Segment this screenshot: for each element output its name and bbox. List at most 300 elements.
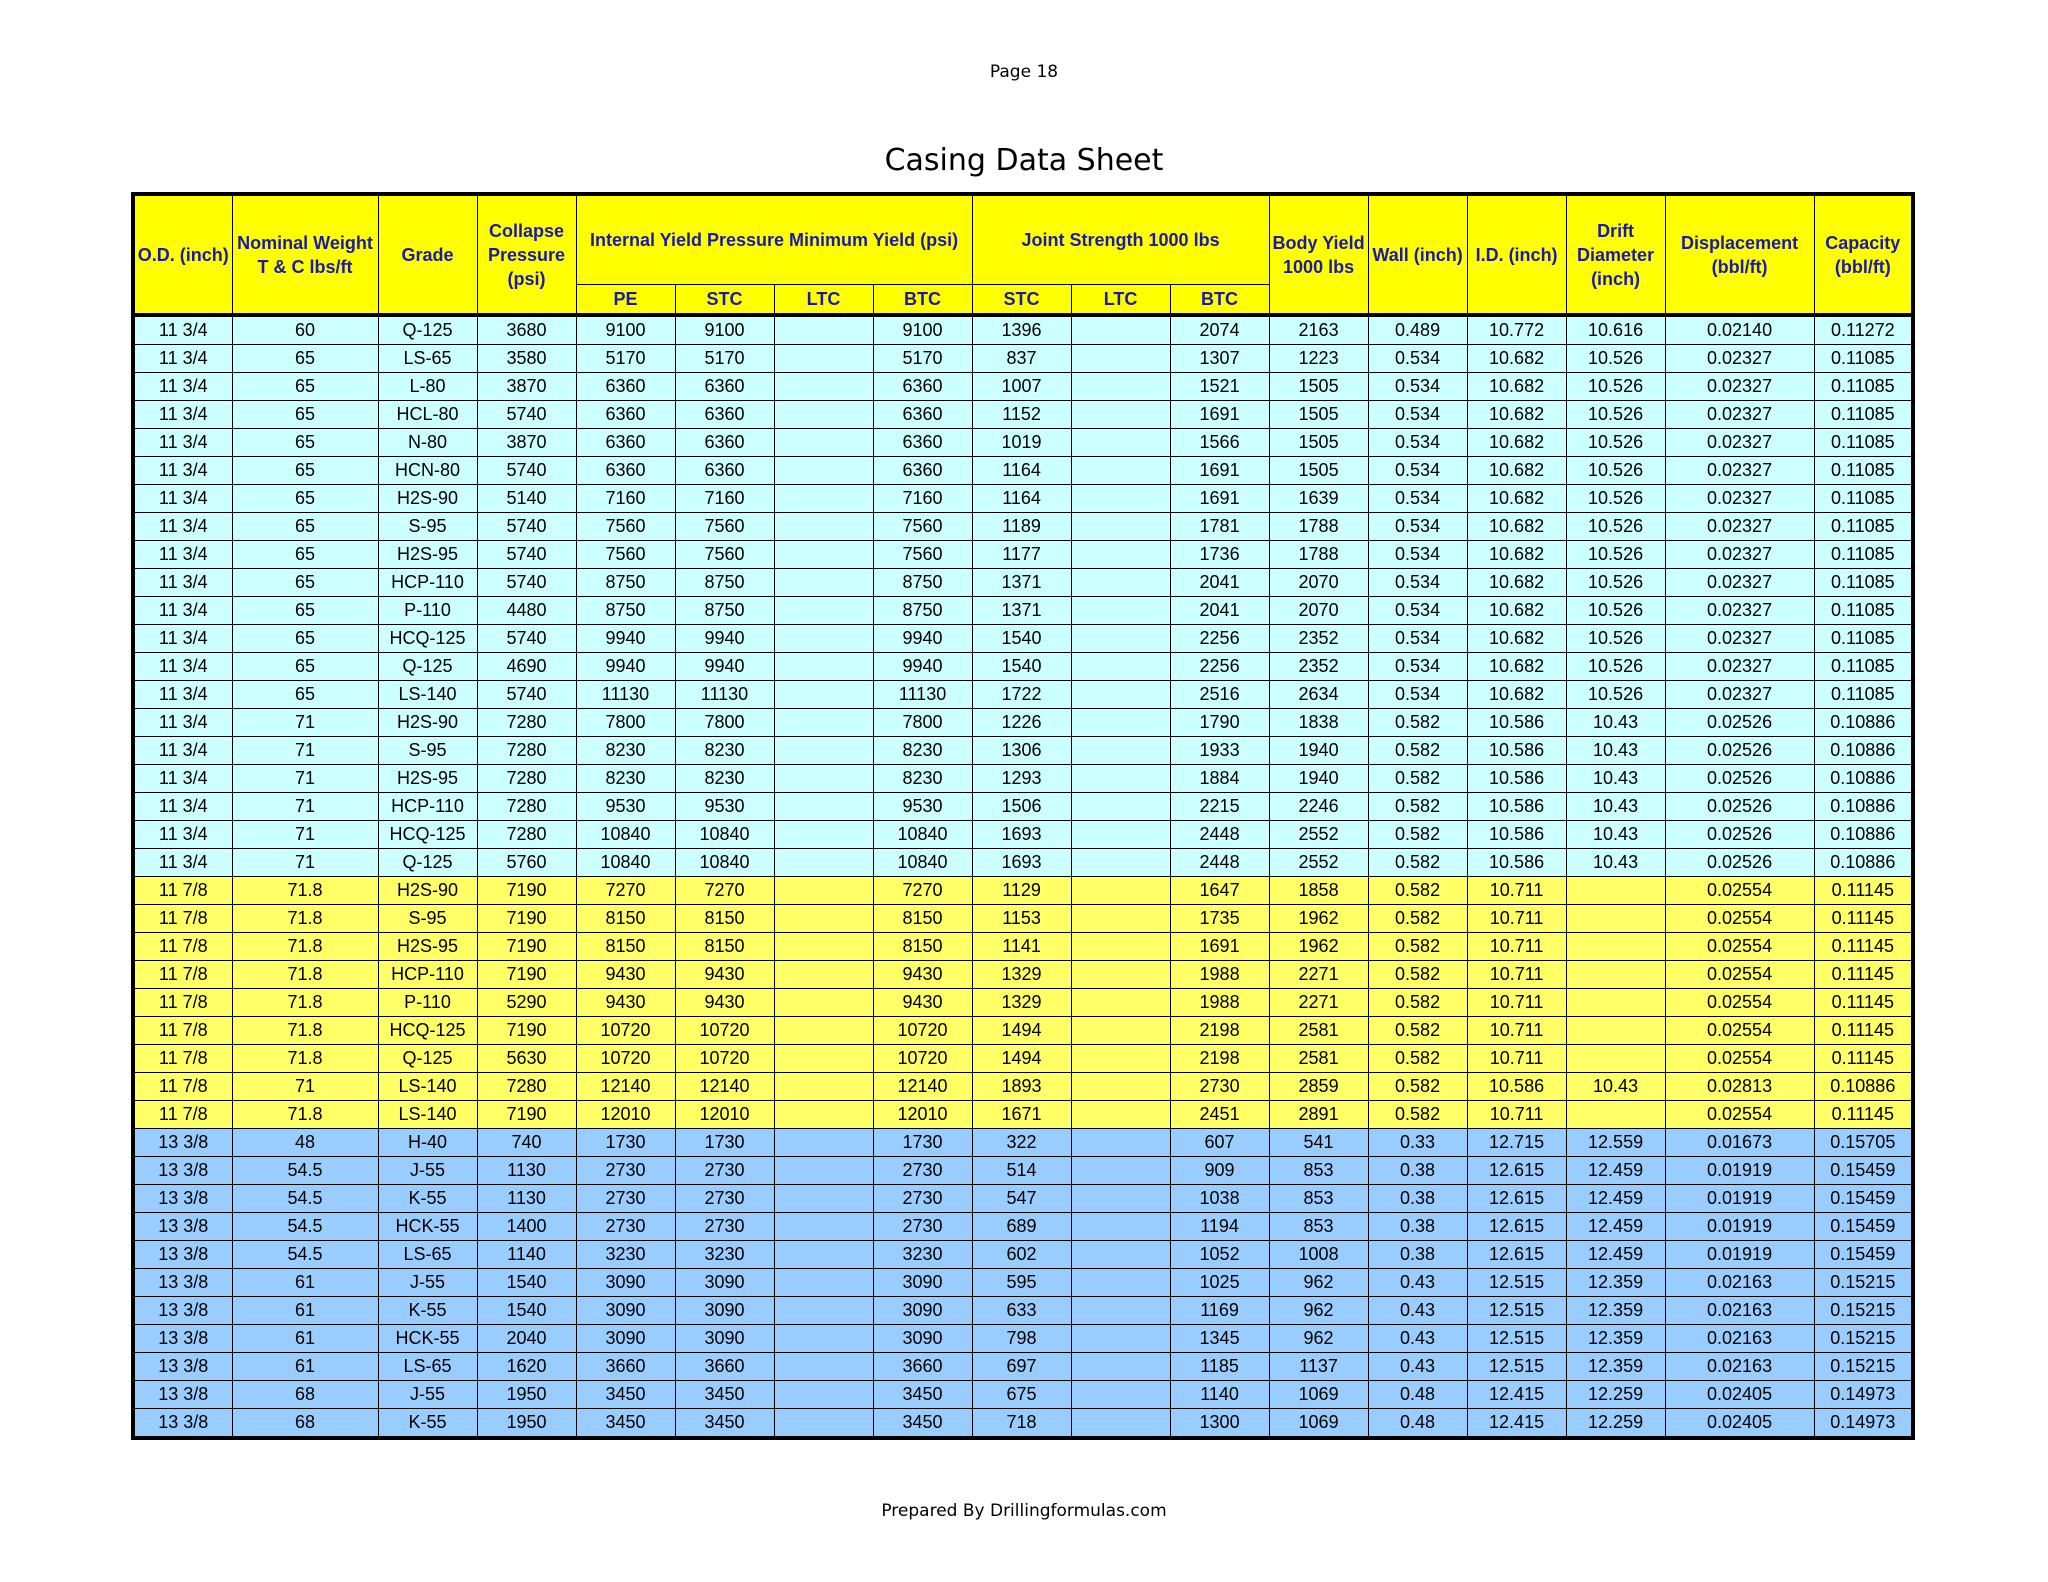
cell-drift: 10.43 xyxy=(1566,1073,1665,1101)
cell-od: 11 3/4 xyxy=(133,429,232,457)
cell-iy-stc: 3450 xyxy=(675,1409,774,1439)
cell-body-yield: 1069 xyxy=(1269,1381,1368,1409)
cell-drift: 10.526 xyxy=(1566,485,1665,513)
cell-iy-stc: 3660 xyxy=(675,1353,774,1381)
table-row xyxy=(133,709,1913,737)
cell-js-btc: 1307 xyxy=(1170,345,1269,373)
cell-drift xyxy=(1566,905,1665,933)
cell-js-ltc xyxy=(1071,1017,1170,1045)
cell-iy-pe: 6360 xyxy=(576,457,675,485)
cell-collapse: 3680 xyxy=(477,315,576,345)
cell-grade: P-110 xyxy=(378,597,477,625)
cell-iy-pe: 8750 xyxy=(576,569,675,597)
table-row xyxy=(133,681,1913,709)
cell-iy-ltc xyxy=(774,765,873,793)
cell-collapse: 5760 xyxy=(477,849,576,877)
cell-displacement: 0.02327 xyxy=(1665,681,1814,709)
cell-nominal-weight: 60 xyxy=(232,315,378,345)
cell-js-stc: 1396 xyxy=(972,315,1071,345)
cell-iy-stc: 9430 xyxy=(675,989,774,1017)
cell-capacity: 0.15705 xyxy=(1814,1129,1913,1157)
cell-od: 11 7/8 xyxy=(133,1101,232,1129)
cell-collapse: 1130 xyxy=(477,1157,576,1185)
cell-iy-btc: 9430 xyxy=(873,961,972,989)
cell-id: 10.772 xyxy=(1467,315,1566,345)
cell-grade: H-40 xyxy=(378,1129,477,1157)
header-body-yield: Body Yield 1000 lbs xyxy=(1269,194,1368,315)
table-row xyxy=(133,653,1913,681)
cell-displacement: 0.02327 xyxy=(1665,401,1814,429)
cell-od: 11 3/4 xyxy=(133,821,232,849)
cell-js-btc: 1194 xyxy=(1170,1213,1269,1241)
cell-iy-pe: 2730 xyxy=(576,1157,675,1185)
cell-wall: 0.534 xyxy=(1368,457,1467,485)
cell-iy-stc: 7270 xyxy=(675,877,774,905)
cell-drift: 10.526 xyxy=(1566,597,1665,625)
cell-js-ltc xyxy=(1071,681,1170,709)
cell-iy-ltc xyxy=(774,513,873,541)
cell-js-ltc xyxy=(1071,485,1170,513)
cell-js-ltc xyxy=(1071,653,1170,681)
cell-nominal-weight: 54.5 xyxy=(232,1241,378,1269)
cell-js-ltc xyxy=(1071,1045,1170,1073)
cell-body-yield: 1137 xyxy=(1269,1353,1368,1381)
header-joint-strength: Joint Strength 1000 lbs xyxy=(972,194,1269,285)
cell-js-ltc xyxy=(1071,513,1170,541)
cell-displacement: 0.02140 xyxy=(1665,315,1814,345)
cell-body-yield: 1962 xyxy=(1269,905,1368,933)
cell-iy-stc: 3090 xyxy=(675,1325,774,1353)
cell-collapse: 3870 xyxy=(477,429,576,457)
cell-wall: 0.582 xyxy=(1368,1045,1467,1073)
cell-nominal-weight: 65 xyxy=(232,569,378,597)
cell-capacity: 0.10886 xyxy=(1814,765,1913,793)
cell-iy-btc: 6360 xyxy=(873,401,972,429)
cell-drift: 10.43 xyxy=(1566,849,1665,877)
cell-iy-stc: 8750 xyxy=(675,569,774,597)
cell-nominal-weight: 65 xyxy=(232,681,378,709)
cell-js-ltc xyxy=(1071,345,1170,373)
cell-od: 11 3/4 xyxy=(133,849,232,877)
cell-iy-btc: 9940 xyxy=(873,625,972,653)
cell-iy-pe: 3090 xyxy=(576,1325,675,1353)
cell-wall: 0.534 xyxy=(1368,597,1467,625)
cell-drift: 10.526 xyxy=(1566,457,1665,485)
cell-capacity: 0.11085 xyxy=(1814,625,1913,653)
cell-iy-btc: 7560 xyxy=(873,513,972,541)
cell-js-ltc xyxy=(1071,849,1170,877)
cell-capacity: 0.15459 xyxy=(1814,1185,1913,1213)
cell-js-btc: 1140 xyxy=(1170,1381,1269,1409)
cell-nominal-weight: 65 xyxy=(232,625,378,653)
cell-id: 10.682 xyxy=(1467,681,1566,709)
cell-id: 10.586 xyxy=(1467,765,1566,793)
cell-drift: 10.43 xyxy=(1566,709,1665,737)
cell-collapse: 5740 xyxy=(477,681,576,709)
cell-grade: HCQ-125 xyxy=(378,1017,477,1045)
cell-iy-btc: 2730 xyxy=(873,1213,972,1241)
cell-js-btc: 1169 xyxy=(1170,1297,1269,1325)
table-row xyxy=(133,1381,1913,1409)
cell-wall: 0.582 xyxy=(1368,1073,1467,1101)
cell-body-yield: 962 xyxy=(1269,1297,1368,1325)
cell-wall: 0.534 xyxy=(1368,541,1467,569)
cell-body-yield: 1788 xyxy=(1269,513,1368,541)
cell-iy-pe: 9530 xyxy=(576,793,675,821)
cell-nominal-weight: 71.8 xyxy=(232,961,378,989)
cell-id: 12.615 xyxy=(1467,1213,1566,1241)
table-row xyxy=(133,485,1913,513)
cell-id: 10.586 xyxy=(1467,821,1566,849)
cell-capacity: 0.11145 xyxy=(1814,905,1913,933)
cell-iy-ltc xyxy=(774,569,873,597)
cell-wall: 0.48 xyxy=(1368,1381,1467,1409)
cell-id: 12.515 xyxy=(1467,1269,1566,1297)
cell-iy-btc: 3450 xyxy=(873,1381,972,1409)
cell-grade: LS-140 xyxy=(378,1101,477,1129)
cell-nominal-weight: 65 xyxy=(232,457,378,485)
cell-js-ltc xyxy=(1071,401,1170,429)
cell-capacity: 0.11085 xyxy=(1814,373,1913,401)
cell-wall: 0.582 xyxy=(1368,989,1467,1017)
cell-iy-stc: 10840 xyxy=(675,821,774,849)
cell-displacement: 0.01919 xyxy=(1665,1157,1814,1185)
cell-displacement: 0.02327 xyxy=(1665,653,1814,681)
cell-id: 10.586 xyxy=(1467,709,1566,737)
subheader-iy-ltc: LTC xyxy=(774,285,873,316)
cell-iy-pe: 6360 xyxy=(576,401,675,429)
cell-nominal-weight: 61 xyxy=(232,1297,378,1325)
header-displacement: Displacement (bbl/ft) xyxy=(1665,194,1814,315)
cell-js-stc: 514 xyxy=(972,1157,1071,1185)
cell-iy-ltc xyxy=(774,1325,873,1353)
cell-displacement: 0.02327 xyxy=(1665,429,1814,457)
cell-displacement: 0.01919 xyxy=(1665,1213,1814,1241)
cell-iy-pe: 10840 xyxy=(576,821,675,849)
cell-id: 10.711 xyxy=(1467,1101,1566,1129)
cell-iy-pe: 9430 xyxy=(576,961,675,989)
cell-od: 11 3/4 xyxy=(133,653,232,681)
cell-js-btc: 2451 xyxy=(1170,1101,1269,1129)
cell-js-ltc xyxy=(1071,1213,1170,1241)
cell-capacity: 0.11272 xyxy=(1814,315,1913,345)
cell-wall: 0.534 xyxy=(1368,401,1467,429)
cell-drift: 10.526 xyxy=(1566,541,1665,569)
cell-iy-stc: 8750 xyxy=(675,597,774,625)
cell-od: 11 7/8 xyxy=(133,989,232,1017)
cell-capacity: 0.11145 xyxy=(1814,1045,1913,1073)
cell-grade: J-55 xyxy=(378,1381,477,1409)
cell-wall: 0.38 xyxy=(1368,1157,1467,1185)
cell-iy-pe: 3450 xyxy=(576,1409,675,1439)
cell-iy-btc: 6360 xyxy=(873,457,972,485)
table-row xyxy=(133,821,1913,849)
cell-js-ltc xyxy=(1071,541,1170,569)
cell-capacity: 0.15459 xyxy=(1814,1157,1913,1185)
cell-body-yield: 2271 xyxy=(1269,989,1368,1017)
cell-body-yield: 2070 xyxy=(1269,597,1368,625)
cell-iy-stc: 3090 xyxy=(675,1269,774,1297)
cell-iy-pe: 8750 xyxy=(576,597,675,625)
cell-js-ltc xyxy=(1071,905,1170,933)
header-collapse-pressure: Collapse Pressure (psi) xyxy=(477,194,576,315)
cell-grade: K-55 xyxy=(378,1297,477,1325)
cell-js-btc: 2256 xyxy=(1170,653,1269,681)
cell-iy-btc: 12010 xyxy=(873,1101,972,1129)
cell-iy-pe: 3230 xyxy=(576,1241,675,1269)
cell-grade: H2S-95 xyxy=(378,933,477,961)
cell-iy-pe: 9940 xyxy=(576,625,675,653)
cell-iy-pe: 9430 xyxy=(576,989,675,1017)
cell-js-btc: 2041 xyxy=(1170,597,1269,625)
cell-js-ltc xyxy=(1071,793,1170,821)
cell-iy-btc: 6360 xyxy=(873,429,972,457)
cell-js-btc: 1025 xyxy=(1170,1269,1269,1297)
cell-drift: 10.526 xyxy=(1566,513,1665,541)
cell-id: 12.515 xyxy=(1467,1325,1566,1353)
cell-displacement: 0.02554 xyxy=(1665,933,1814,961)
cell-iy-pe: 9100 xyxy=(576,315,675,345)
table-row xyxy=(133,961,1913,989)
cell-grade: LS-65 xyxy=(378,1241,477,1269)
cell-js-btc: 1691 xyxy=(1170,933,1269,961)
cell-id: 12.615 xyxy=(1467,1241,1566,1269)
table-row xyxy=(133,989,1913,1017)
cell-iy-stc: 9430 xyxy=(675,961,774,989)
cell-body-yield: 1505 xyxy=(1269,457,1368,485)
cell-body-yield: 1788 xyxy=(1269,541,1368,569)
cell-iy-pe: 7560 xyxy=(576,541,675,569)
cell-wall: 0.582 xyxy=(1368,961,1467,989)
table-body xyxy=(133,315,1913,1438)
table-row xyxy=(133,1185,1913,1213)
cell-displacement: 0.02327 xyxy=(1665,513,1814,541)
cell-iy-ltc xyxy=(774,1073,873,1101)
cell-grade: J-55 xyxy=(378,1269,477,1297)
cell-iy-pe: 2730 xyxy=(576,1213,675,1241)
cell-iy-btc: 8230 xyxy=(873,737,972,765)
cell-js-stc: 718 xyxy=(972,1409,1071,1439)
cell-grade: Q-125 xyxy=(378,315,477,345)
cell-iy-pe: 3090 xyxy=(576,1297,675,1325)
cell-collapse: 1540 xyxy=(477,1269,576,1297)
cell-iy-ltc xyxy=(774,849,873,877)
cell-id: 10.711 xyxy=(1467,877,1566,905)
cell-iy-btc: 9100 xyxy=(873,315,972,345)
cell-capacity: 0.11085 xyxy=(1814,513,1913,541)
cell-iy-stc: 11130 xyxy=(675,681,774,709)
cell-js-ltc xyxy=(1071,1269,1170,1297)
cell-nominal-weight: 71 xyxy=(232,849,378,877)
cell-grade: P-110 xyxy=(378,989,477,1017)
cell-collapse: 7190 xyxy=(477,961,576,989)
cell-displacement: 0.02327 xyxy=(1665,569,1814,597)
cell-capacity: 0.11085 xyxy=(1814,681,1913,709)
cell-iy-ltc xyxy=(774,1409,873,1439)
cell-collapse: 1400 xyxy=(477,1213,576,1241)
cell-nominal-weight: 65 xyxy=(232,513,378,541)
cell-drift: 12.359 xyxy=(1566,1325,1665,1353)
cell-grade: HCP-110 xyxy=(378,793,477,821)
cell-body-yield: 1838 xyxy=(1269,709,1368,737)
cell-js-btc: 1038 xyxy=(1170,1185,1269,1213)
cell-body-yield: 2859 xyxy=(1269,1073,1368,1101)
cell-collapse: 7280 xyxy=(477,821,576,849)
cell-nominal-weight: 54.5 xyxy=(232,1157,378,1185)
cell-capacity: 0.15459 xyxy=(1814,1213,1913,1241)
cell-iy-ltc xyxy=(774,1297,873,1325)
cell-iy-btc: 3090 xyxy=(873,1325,972,1353)
cell-displacement: 0.01919 xyxy=(1665,1185,1814,1213)
cell-iy-ltc xyxy=(774,1213,873,1241)
cell-iy-stc: 6360 xyxy=(675,429,774,457)
cell-grade: S-95 xyxy=(378,737,477,765)
cell-iy-btc: 12140 xyxy=(873,1073,972,1101)
cell-capacity: 0.11085 xyxy=(1814,401,1913,429)
cell-capacity: 0.14973 xyxy=(1814,1381,1913,1409)
cell-od: 11 3/4 xyxy=(133,541,232,569)
cell-grade: Q-125 xyxy=(378,653,477,681)
cell-drift: 12.459 xyxy=(1566,1157,1665,1185)
cell-od: 11 3/4 xyxy=(133,709,232,737)
cell-body-yield: 1940 xyxy=(1269,765,1368,793)
cell-iy-btc: 5170 xyxy=(873,345,972,373)
cell-grade: H2S-90 xyxy=(378,709,477,737)
cell-id: 12.615 xyxy=(1467,1157,1566,1185)
cell-iy-stc: 5170 xyxy=(675,345,774,373)
cell-js-ltc xyxy=(1071,1185,1170,1213)
cell-displacement: 0.02554 xyxy=(1665,989,1814,1017)
cell-od: 11 7/8 xyxy=(133,1017,232,1045)
cell-wall: 0.582 xyxy=(1368,709,1467,737)
cell-od: 11 3/4 xyxy=(133,793,232,821)
cell-grade: J-55 xyxy=(378,1157,477,1185)
cell-iy-ltc xyxy=(774,989,873,1017)
table-row xyxy=(133,737,1913,765)
cell-js-stc: 1722 xyxy=(972,681,1071,709)
cell-od: 11 3/4 xyxy=(133,737,232,765)
cell-iy-ltc xyxy=(774,541,873,569)
cell-iy-ltc xyxy=(774,1353,873,1381)
cell-js-stc: 689 xyxy=(972,1213,1071,1241)
cell-drift: 10.526 xyxy=(1566,681,1665,709)
cell-nominal-weight: 65 xyxy=(232,653,378,681)
cell-grade: Q-125 xyxy=(378,849,477,877)
cell-capacity: 0.11085 xyxy=(1814,485,1913,513)
cell-grade: HCK-55 xyxy=(378,1325,477,1353)
cell-iy-stc: 12010 xyxy=(675,1101,774,1129)
cell-iy-ltc xyxy=(774,1157,873,1185)
cell-od: 11 3/4 xyxy=(133,401,232,429)
cell-collapse: 5740 xyxy=(477,401,576,429)
cell-nominal-weight: 54.5 xyxy=(232,1185,378,1213)
cell-iy-stc: 8150 xyxy=(675,905,774,933)
table-row xyxy=(133,597,1913,625)
cell-js-btc: 1691 xyxy=(1170,401,1269,429)
cell-grade: N-80 xyxy=(378,429,477,457)
cell-displacement: 0.02405 xyxy=(1665,1409,1814,1439)
cell-body-yield: 2581 xyxy=(1269,1017,1368,1045)
cell-wall: 0.582 xyxy=(1368,877,1467,905)
cell-js-stc: 1019 xyxy=(972,429,1071,457)
cell-displacement: 0.02327 xyxy=(1665,625,1814,653)
cell-js-btc: 1933 xyxy=(1170,737,1269,765)
cell-iy-ltc xyxy=(774,653,873,681)
cell-collapse: 5630 xyxy=(477,1045,576,1073)
cell-capacity: 0.10886 xyxy=(1814,849,1913,877)
cell-drift: 10.526 xyxy=(1566,625,1665,653)
cell-iy-ltc xyxy=(774,877,873,905)
table-row xyxy=(133,905,1913,933)
cell-capacity: 0.15215 xyxy=(1814,1269,1913,1297)
cell-collapse: 4480 xyxy=(477,597,576,625)
cell-grade: HCQ-125 xyxy=(378,625,477,653)
cell-js-btc: 1790 xyxy=(1170,709,1269,737)
cell-drift: 10.526 xyxy=(1566,569,1665,597)
table-row xyxy=(133,541,1913,569)
cell-od: 13 3/8 xyxy=(133,1381,232,1409)
cell-grade: LS-140 xyxy=(378,1073,477,1101)
subheader-js-btc: BTC xyxy=(1170,285,1269,316)
subheader-iy-btc: BTC xyxy=(873,285,972,316)
cell-js-stc: 1329 xyxy=(972,961,1071,989)
cell-nominal-weight: 61 xyxy=(232,1269,378,1297)
cell-drift: 10.616 xyxy=(1566,315,1665,345)
cell-js-stc: 322 xyxy=(972,1129,1071,1157)
cell-wall: 0.534 xyxy=(1368,513,1467,541)
cell-displacement: 0.02554 xyxy=(1665,1045,1814,1073)
table-row xyxy=(133,877,1913,905)
cell-nominal-weight: 65 xyxy=(232,401,378,429)
cell-drift: 12.259 xyxy=(1566,1381,1665,1409)
cell-displacement: 0.02526 xyxy=(1665,709,1814,737)
cell-id: 10.682 xyxy=(1467,345,1566,373)
cell-iy-stc: 8230 xyxy=(675,737,774,765)
cell-wall: 0.582 xyxy=(1368,1101,1467,1129)
cell-body-yield: 1505 xyxy=(1269,401,1368,429)
cell-js-btc: 2448 xyxy=(1170,821,1269,849)
cell-collapse: 1950 xyxy=(477,1381,576,1409)
cell-od: 13 3/8 xyxy=(133,1213,232,1241)
cell-nominal-weight: 71 xyxy=(232,765,378,793)
cell-id: 10.682 xyxy=(1467,625,1566,653)
cell-id: 10.586 xyxy=(1467,849,1566,877)
cell-od: 13 3/8 xyxy=(133,1185,232,1213)
cell-iy-stc: 9530 xyxy=(675,793,774,821)
cell-body-yield: 1008 xyxy=(1269,1241,1368,1269)
table-row xyxy=(133,345,1913,373)
cell-od: 11 7/8 xyxy=(133,1045,232,1073)
cell-js-stc: 675 xyxy=(972,1381,1071,1409)
cell-od: 11 7/8 xyxy=(133,905,232,933)
table-row xyxy=(133,765,1913,793)
cell-od: 13 3/8 xyxy=(133,1325,232,1353)
cell-js-ltc xyxy=(1071,1409,1170,1439)
cell-js-stc: 595 xyxy=(972,1269,1071,1297)
cell-displacement: 0.02327 xyxy=(1665,457,1814,485)
cell-js-ltc xyxy=(1071,933,1170,961)
cell-nominal-weight: 54.5 xyxy=(232,1213,378,1241)
cell-body-yield: 853 xyxy=(1269,1157,1368,1185)
cell-displacement: 0.02526 xyxy=(1665,793,1814,821)
cell-js-btc: 2730 xyxy=(1170,1073,1269,1101)
cell-js-ltc xyxy=(1071,765,1170,793)
cell-drift: 10.43 xyxy=(1566,765,1665,793)
cell-collapse: 3580 xyxy=(477,345,576,373)
cell-nominal-weight: 61 xyxy=(232,1353,378,1381)
cell-js-btc: 1735 xyxy=(1170,905,1269,933)
cell-collapse: 5290 xyxy=(477,989,576,1017)
